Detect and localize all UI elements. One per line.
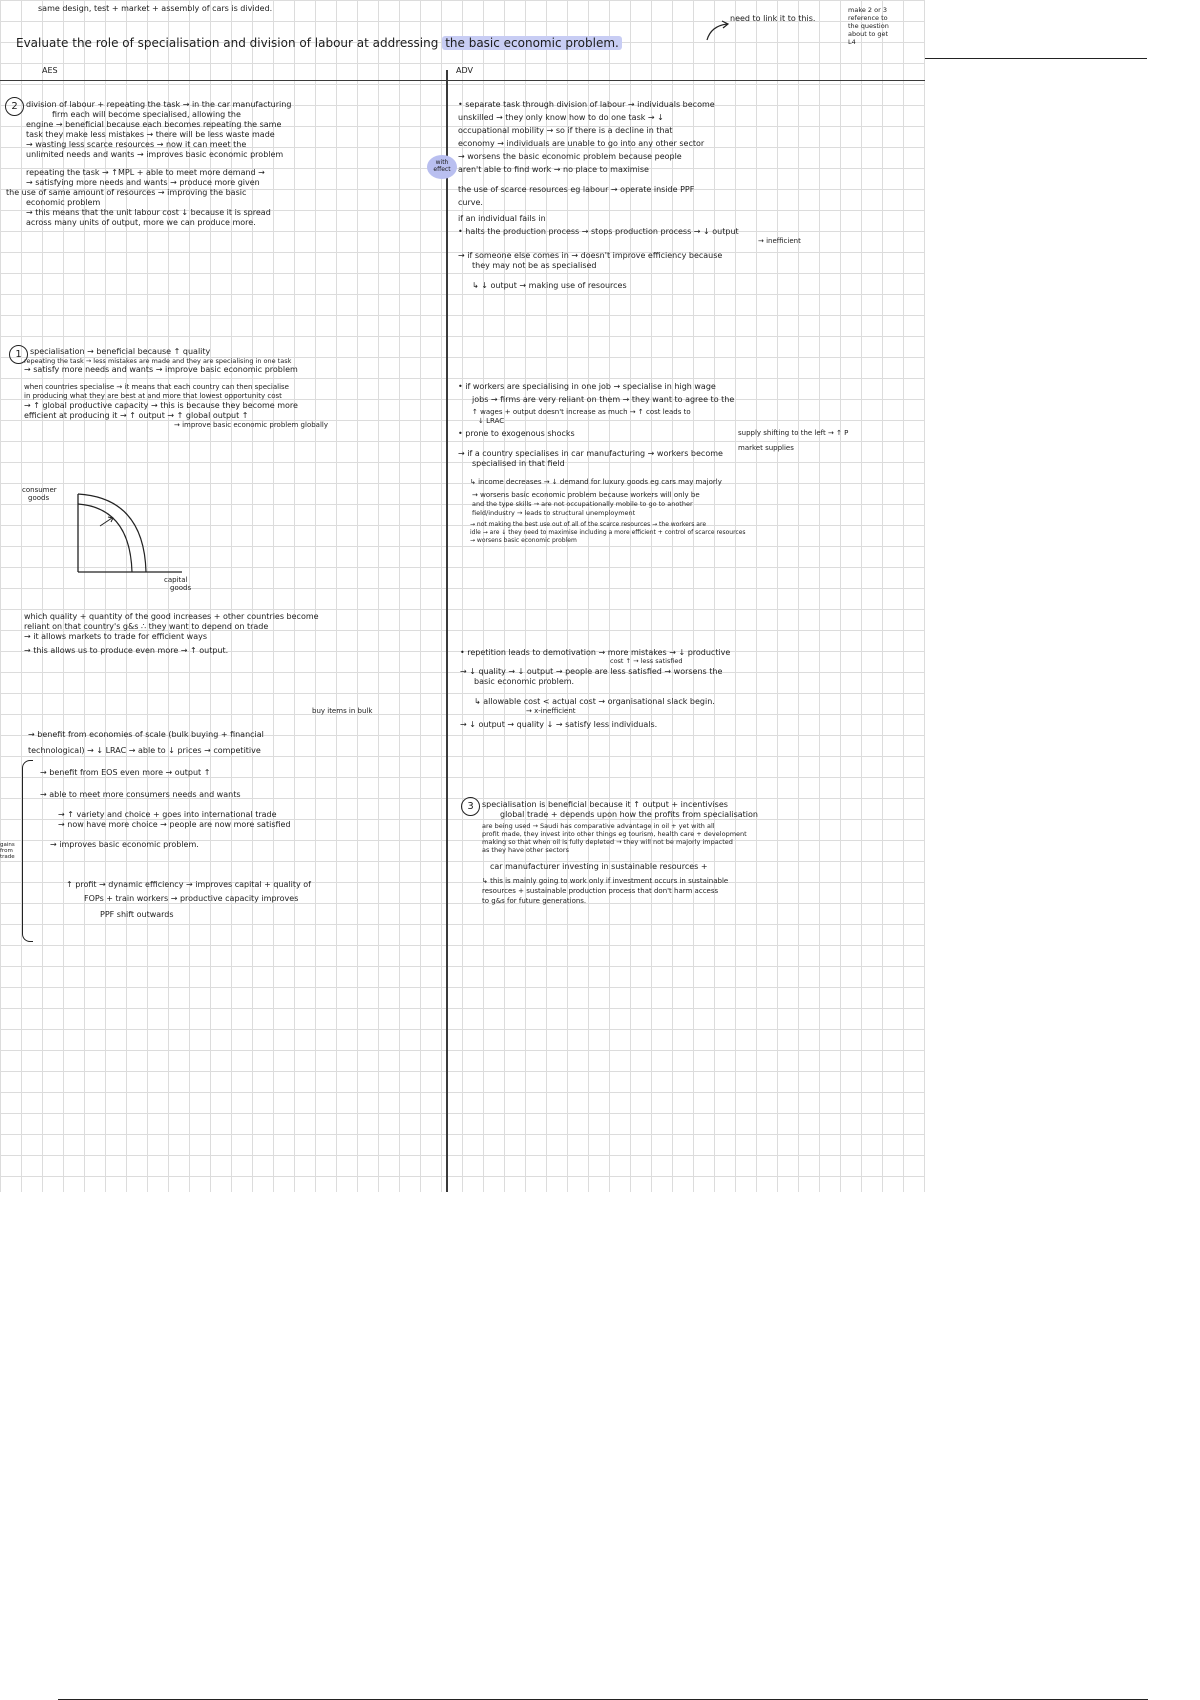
- side-note-line: about to get: [848, 30, 889, 38]
- text-line: reliant on that country's g&s ∴ they want to depend on trade: [24, 622, 269, 631]
- text-line: PPF shift outwards: [100, 910, 174, 919]
- text-line: they may not be as specialised: [472, 261, 597, 270]
- right-paragraph-4: [482, 800, 758, 906]
- text-line: ↳ ↓ output → making use of resources: [472, 281, 627, 290]
- text-line: efficient at producing it → ↑ output → ↑ global output ↑: [24, 411, 249, 420]
- text-line: and the type skills → are not occupationally mobile to go to another: [472, 500, 693, 508]
- text-line: specialised in that field: [472, 459, 565, 468]
- text-line: FOPs + train workers → productive capacity improves: [84, 894, 299, 903]
- text-line: economic problem: [26, 198, 101, 207]
- text-line: ↳ allowable cost < actual cost → organisational slack begin.: [474, 697, 715, 706]
- left-paragraph-1: [6, 100, 292, 228]
- text-line: occupational mobility → so if there is a decline in that: [458, 126, 673, 135]
- text-line: which quality + quantity of the good increases + other countries become: [24, 612, 319, 621]
- text-line: making so that when oil is fully depleted → they will not be majorly impacted: [482, 838, 733, 846]
- text-line: ↳ income decreases → ↓ demand for luxury goods eg cars may majorly: [470, 478, 722, 486]
- col-right-heading: ADV: [456, 66, 473, 75]
- text-line: technological) → ↓ LRAC → able to ↓ prices → competitive: [28, 746, 261, 755]
- text-line: engine → beneficial because each becomes repeating the same: [26, 120, 282, 129]
- text-line: idle → are ↓ they need to maximise including a more efficient + control of scarce resources: [470, 529, 746, 536]
- text-line: • halts the production process → stops production process → ↓ output: [458, 227, 739, 236]
- text-line: market supplies: [738, 444, 794, 452]
- text-line: are being used → Saudi has comparative advantage in oil + yet with all: [482, 822, 715, 830]
- text-line: cost ↑ → less satisfied: [610, 657, 683, 665]
- ppf-y-label: goods: [28, 494, 50, 502]
- text-line: supply shifting to the left → ↑ P: [738, 429, 849, 437]
- text-line: across many units of output, more we can produce more.: [26, 218, 256, 227]
- text-line: global trade + depends upon how the profits from specialisation: [500, 810, 758, 819]
- margin-rule: [925, 58, 1147, 59]
- right-paragraph-2: [458, 382, 849, 545]
- text-line: car manufacturer investing in sustainable resources +: [490, 862, 708, 871]
- text-line: → ↑ variety and choice + goes into international trade: [58, 810, 277, 819]
- text-line: → ↑ global productive capacity → this is because they become more: [24, 401, 298, 410]
- text-line: if an individual fails in: [458, 214, 546, 223]
- text-line: → benefit from EOS even more → output ↑: [40, 768, 211, 777]
- text-line: firm each will become specialised, allowing the: [52, 110, 241, 119]
- text-line: the use of same amount of resources → improving the basic: [6, 188, 247, 197]
- right-paragraph-1: [458, 100, 801, 291]
- text-line: → ↓ quality → ↓ output → people are less satisfied → worsens the: [460, 667, 723, 676]
- text-line: → now have more choice → people are now more satisfied: [58, 820, 291, 829]
- text-line: → x-inefficient: [526, 707, 576, 715]
- side-note-line: L4: [848, 38, 856, 46]
- text-line: repeating the task → ↑MPL + able to meet more demand →: [26, 168, 265, 177]
- text-line: as they have other sectors: [482, 846, 569, 854]
- text-line: → improve basic economic problem globally: [174, 421, 328, 429]
- text-line: • if workers are specialising in one job → specialise in high wage: [458, 382, 716, 391]
- text-line: repeating the task → less mistakes are made and they are specialising in one task: [24, 357, 292, 365]
- text-line: → satisfy more needs and wants → improve basic economic problem: [24, 365, 298, 374]
- text-line: task they make less mistakes → there will be less waste made: [26, 130, 275, 139]
- ppf-x-label: capital: [164, 576, 188, 584]
- text-line: jobs → firms are very reliant on them → they want to agree to the: [472, 395, 735, 404]
- point-number: 2: [5, 97, 24, 116]
- text-line: ↓ LRAC: [478, 417, 505, 425]
- side-note-line: make 2 or 3: [848, 6, 887, 14]
- text-line: economy → individuals are unable to go into any other sector: [458, 139, 705, 148]
- top-note: same design, test + market + assembly of cars is divided.: [38, 4, 273, 13]
- question-highlight: the basic economic problem.: [442, 36, 622, 50]
- arrow-icon: [705, 20, 731, 42]
- text-line: ↳ this is mainly going to work only if investment occurs in sustainable: [482, 877, 729, 885]
- eos-note: buy items in bulk: [312, 707, 373, 715]
- left-paragraph-4: [28, 730, 311, 920]
- text-line: → if someone else comes in → doesn't improve efficiency because: [458, 251, 723, 260]
- side-note-line: reference to: [848, 14, 888, 22]
- text-line: → wasting less scarce resources → now it can meet the: [26, 140, 247, 149]
- point-number: 3: [461, 797, 480, 816]
- text-line: → ↓ output → quality ↓ → satisfy less individuals.: [460, 720, 658, 729]
- text-line: when countries specialise → it means that each country can then specialise: [24, 383, 289, 391]
- text-line: → benefit from economies of scale (bulk buying + financial: [28, 730, 264, 739]
- text-line: • repetition leads to demotivation → more mistakes → ↓ productive: [460, 648, 731, 657]
- point-number: 1: [9, 345, 28, 364]
- text-line: profit made, they invest into other things eg tourism, health care + development: [482, 830, 747, 838]
- text-line: • separate task through division of labour → individuals become: [458, 100, 715, 109]
- text-line: → satisfying more needs and wants → produce more given: [26, 178, 260, 187]
- question-line: [16, 36, 622, 51]
- text-line: → not making the best use out of all of the scarce resources → the workers are: [470, 521, 707, 528]
- text-line: → improves basic economic problem.: [50, 840, 199, 849]
- text-line: division of labour + repeating the task → in the car manufacturing: [26, 100, 292, 109]
- text-line: → worsens basic economic problem: [470, 537, 577, 544]
- text-line: → this means that the unit labour cost ↓ because it is spread: [26, 208, 271, 217]
- side-note-line: the question: [848, 22, 889, 30]
- text-line: specialisation → beneficial because ↑ quality: [30, 347, 211, 356]
- text-line: resources + sustainable production process that don't harm access: [482, 887, 719, 895]
- text-line: curve.: [458, 198, 483, 207]
- text-line: basic economic problem.: [474, 677, 575, 686]
- text-line: unlimited needs and wants → improves basic economic problem: [26, 150, 284, 159]
- ppf-y-label: consumer: [22, 486, 57, 494]
- text-line: the use of scarce resources eg labour → operate inside PPF: [458, 185, 695, 194]
- text-line: → this allows us to produce even more → ↑ output.: [24, 646, 229, 655]
- text-line: → it allows markets to trade for efficient ways: [24, 632, 208, 641]
- text-line: ↑ wages + output doesn't increase as much → ↑ cost leads to: [472, 408, 691, 416]
- arrow-note: need to link it to this.: [730, 14, 816, 23]
- text-line: → if a country specialises in car manufacturing → workers become: [458, 449, 723, 458]
- ppf-x-label: goods: [170, 584, 192, 592]
- text-line: → able to meet more consumers needs and wants: [40, 790, 241, 799]
- left-paragraph-2: [24, 347, 328, 430]
- column-divider: [446, 70, 448, 1192]
- text-line: unskilled → they only know how to do one task → ↓: [458, 113, 664, 122]
- annotation-bubble: with effect: [427, 155, 457, 179]
- side-note: [848, 6, 889, 46]
- text-line: to g&s for future generations.: [482, 897, 587, 905]
- col-left-heading: AES: [42, 66, 58, 75]
- text-line: → worsens basic economic problem because workers will only be: [472, 491, 700, 499]
- text-line: aren't able to find work → no place to maximise: [458, 165, 649, 174]
- text-line: → worsens the basic economic problem because people: [458, 152, 682, 161]
- side-tag: gains from trade: [0, 842, 15, 860]
- text-line: in producing what they are best at and more that lowest opportunity cost: [24, 392, 282, 400]
- text-line: → inefficient: [758, 237, 801, 245]
- question-prefix: Evaluate the role of specialisation and division of labour at addressing: [16, 36, 439, 50]
- text-line: ↑ profit → dynamic efficiency → improves capital + quality of: [66, 880, 311, 889]
- ppf-diagram: [70, 490, 190, 580]
- header-divider: [0, 80, 925, 81]
- left-paragraph-3: [24, 612, 319, 656]
- text-line: field/industry → leads to structural unemployment: [472, 509, 636, 517]
- text-line: • prone to exogenous shocks: [458, 429, 575, 438]
- right-paragraph-3: [460, 648, 730, 730]
- text-line: specialisation is beneficial because it ↑ output + incentivises: [482, 800, 728, 809]
